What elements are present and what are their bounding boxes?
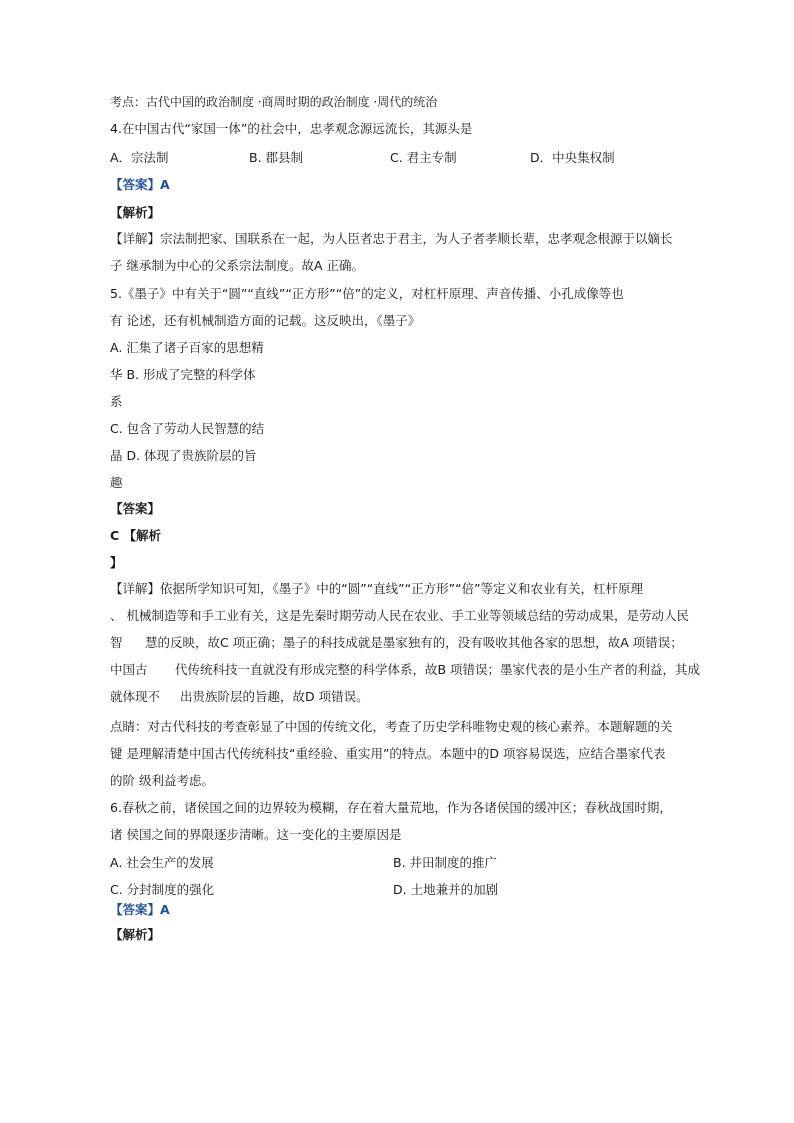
- q5-option-line-2: 华 B. 形成了完整的科学体: [110, 367, 256, 382]
- q6-option-a: A. 社会生产的发展: [110, 855, 214, 870]
- q5-answer-heading: 【答案】: [110, 501, 161, 516]
- q6-analysis-heading: 【解析】: [110, 927, 161, 942]
- q5-answer-bracket: 】: [110, 555, 123, 570]
- q4-option-c: C. 君主专制: [390, 150, 457, 165]
- q6-option-c: C. 分封制度的强化: [110, 882, 215, 897]
- q5-detail-line-3a: 智: [110, 635, 123, 650]
- q6-answer: 【答案】A: [110, 902, 170, 917]
- q4-detail-line-2: 子 继承制为中心的父系宗法制度。故A 正确。: [110, 258, 364, 273]
- q6-option-b: B. 井田制度的推广: [393, 855, 498, 870]
- q5-detail-line-5a: 就体现不: [110, 689, 161, 704]
- q5-detail-line-3b: 慧的反映，故C 项正确；墨子的科技成就是墨家独有的，没有吸收其他各家的思想，故A 项错误；: [145, 635, 683, 650]
- q4-detail-line-1: 【详解】宗法制把家、国联系在一起，为人臣者忠于君主，为人子者孝顺长辈，忠孝观念根源于以嫡长: [110, 231, 673, 246]
- q5-option-line-6: 趣: [110, 475, 123, 490]
- q5-detail-line-4b: 代传统科技一直就没有形成完整的科学体系，故B 项错误；墨家代表的是小生产者的利益，其成: [175, 662, 701, 677]
- q5-detail-line-4a: 中国古: [110, 662, 148, 677]
- q4-answer: 【答案】A: [110, 177, 170, 192]
- q4-analysis-heading: 【解析】: [110, 205, 161, 220]
- q6-stem-line-2: 诸 侯国之间的界限逐步清晰。这一变化的主要原因是: [110, 827, 402, 842]
- q5-detail-line-1: 【详解】依据所学知识可知，《墨子》中的“圆”“直线”“正方形”“倍”等定义和农业有关，杠杆原理: [110, 581, 644, 596]
- q6-option-d: D. 土地兼并的加剧: [393, 882, 499, 897]
- q5-dianjing-line-3: 的阶 级利益考虑。: [110, 773, 214, 788]
- q5-dianjing-line-2: 键 是理解清楚中国古代传统科技“重经验、重实用”的特点。本题中的D 项容易误选，应结合墨家代表: [110, 746, 666, 761]
- q5-option-line-5: 晶 D. 体现了贵族阶层的旨: [110, 448, 257, 463]
- q5-detail-line-5b: 出贵族阶层的旨趣，故D 项错误。: [180, 689, 369, 704]
- q5-stem-line-1: 5.《墨子》中有关于“圆”“直线”“正方形”“倍”的定义，对杠杆原理、声音传播、小孔成像等也: [110, 286, 624, 301]
- q5-dianjing-line-1: 点睛：对古代科技的考查彰显了中国的传统文化，考查了历史学科唯物史观的核心素养。本题解题的关: [110, 719, 673, 734]
- q6-stem-line-1: 6.春秋之前，诸侯国之间的边界较为模糊，存在着大量荒地，作为各诸侯国的缓冲区；春秋战国时期，: [110, 800, 672, 815]
- q5-option-line-4: C. 包含了劳动人民智慧的结: [110, 421, 265, 436]
- q5-answer-value: C 【解析: [110, 528, 162, 543]
- q4-option-a: A．宗法制: [110, 150, 169, 165]
- q4-stem: 4.在中国古代“家国一体”的社会中，忠孝观念源远流长，其源头是: [110, 121, 473, 136]
- q5-option-line-3: 系: [110, 394, 123, 409]
- q5-detail-line-2: 、 机械制造等和手工业有关，这是先秦时期劳动人民在农业、手工业等领域总结的劳动成果，是劳动人民: [110, 608, 689, 623]
- kaodian-line: 考点：古代中国的政治制度 ·商周时期的政治制度 ·周代的统治: [110, 95, 438, 109]
- q4-option-b: B. 郡县制: [249, 150, 304, 165]
- q5-stem-line-2: 有 论述，还有机械制造方面的记载。这反映出，《墨子》: [110, 313, 421, 328]
- q4-option-d: D．中央集权制: [530, 150, 615, 165]
- q5-option-line-1: A. 汇集了诸子百家的思想精: [110, 340, 264, 355]
